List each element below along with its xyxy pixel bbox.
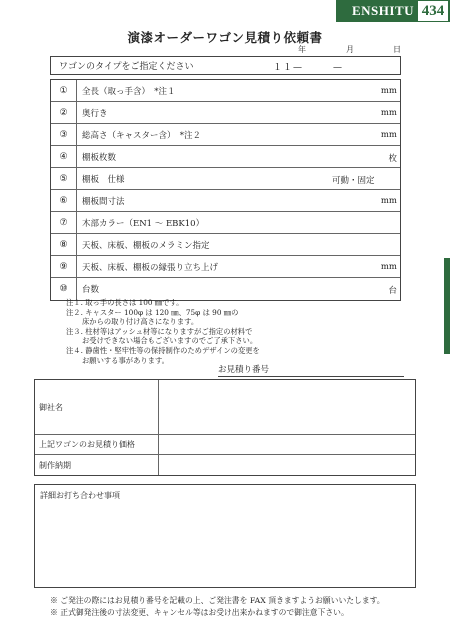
brand-name: ENSHITU	[352, 3, 415, 18]
spec-number: ③	[51, 124, 77, 145]
info-value-field[interactable]	[159, 435, 415, 454]
spec-number: ⑨	[51, 256, 77, 277]
wagon-type-label: ワゴンのタイプをご指定ください	[59, 62, 194, 72]
quote-number-field[interactable]: お見積り番号	[218, 363, 404, 377]
spec-unit: 枚	[388, 154, 397, 164]
date-month-label: 月	[346, 45, 354, 54]
spec-unit: mm	[380, 86, 397, 96]
info-row	[35, 435, 415, 455]
spec-label: 棚板 仕様	[82, 174, 125, 185]
page-number: 434	[418, 1, 448, 21]
spec-row[interactable]	[51, 124, 400, 146]
info-value-field[interactable]	[159, 455, 415, 475]
spec-unit: 台	[388, 286, 397, 296]
spec-label: 台数	[82, 285, 100, 295]
spec-row[interactable]	[51, 190, 400, 212]
page-title: 演漆オーダーワゴン見積り依頼書	[127, 30, 323, 45]
spec-row[interactable]	[51, 146, 400, 168]
spec-row[interactable]	[51, 278, 400, 300]
spec-unit: mm	[380, 108, 397, 118]
spec-row[interactable]	[51, 102, 400, 124]
note-line: お願いする事があります。	[82, 355, 169, 365]
side-tab-marker	[444, 258, 450, 354]
spec-unit: mm	[380, 196, 397, 206]
footer-notes	[50, 595, 385, 619]
spec-label: 棚板間寸法	[82, 196, 125, 207]
spec-number: ⑩	[51, 278, 77, 300]
spec-number: ⑧	[51, 234, 77, 255]
note-line: 床からの取り付け高さになります。	[82, 317, 199, 327]
spec-row[interactable]	[51, 234, 400, 256]
spec-number: ⑦	[51, 212, 77, 233]
footer-note: ※ 正式御発注後の寸法変更、キャンセル等はお受け出来かねますので御注意下さい。	[50, 608, 349, 617]
spec-number: ②	[51, 102, 77, 123]
spec-row[interactable]	[51, 212, 400, 234]
spec-row[interactable]	[51, 80, 400, 102]
spec-label: 天板、床板、棚板の縁張り立ち上げ	[82, 262, 219, 273]
info-value-field[interactable]	[159, 380, 415, 434]
spec-option: 可動・固定	[332, 176, 375, 186]
spec-label: 奥行き	[82, 108, 108, 119]
spec-label: 棚板枚数	[82, 152, 117, 163]
wagon-type-value: １１— —	[273, 63, 344, 73]
note-line: お受けできない場合もございますのでご了承下さい。	[82, 336, 258, 346]
note-line: 注１. 取っ手の長さは 100 ㎜です。	[66, 298, 184, 307]
footer-note: ※ ご発注の際にはお見積り番号を記載の上、ご発注書を FAX 頂きますようお願いいたします。	[50, 596, 385, 605]
spec-unit: mm	[380, 130, 397, 140]
spec-label: 天板、床板、棚板のメラミン指定	[82, 240, 210, 251]
date-day-label: 日	[393, 45, 401, 54]
info-row	[35, 455, 415, 475]
spec-row[interactable]	[51, 256, 400, 278]
info-row	[35, 380, 415, 435]
info-label: 制作納期	[35, 455, 159, 475]
spec-row[interactable]	[51, 168, 400, 190]
note-line: 注２. キャスター 100φ は 120 ㎜、75φ は 90 ㎜の	[66, 307, 239, 317]
brand-header	[336, 0, 450, 22]
spec-unit: mm	[380, 262, 397, 272]
note-line: 注４. 静歯性・堅牢性等の保持制作のためデザインの変更を	[66, 345, 260, 355]
note-line: 注３. 柱材等はアッシュ材等になりますがご指定の材料で	[66, 326, 253, 336]
notes-list	[66, 298, 260, 365]
info-label: 御社名	[35, 380, 159, 434]
spec-label: 全長（取っ手含） *注１	[82, 86, 176, 97]
spec-number: ⑤	[51, 168, 77, 189]
wagon-type-field[interactable]	[50, 56, 401, 75]
spec-label: 総高さ（キャスター含） *注２	[82, 130, 202, 141]
spec-number: ⑥	[51, 190, 77, 211]
date-year-label: 年	[298, 45, 306, 54]
spec-number: ①	[51, 80, 77, 101]
info-table	[34, 379, 416, 476]
spec-number: ④	[51, 146, 77, 167]
detail-notes-label: 詳細お打ち合わせ事項	[40, 491, 120, 500]
spec-label: 木部カラー（EN1 ～ EBK10）	[82, 218, 205, 229]
info-label: 上記ワゴンのお見積り価格	[35, 435, 159, 454]
detail-notes-box[interactable]	[34, 484, 416, 588]
spec-table	[50, 79, 401, 301]
